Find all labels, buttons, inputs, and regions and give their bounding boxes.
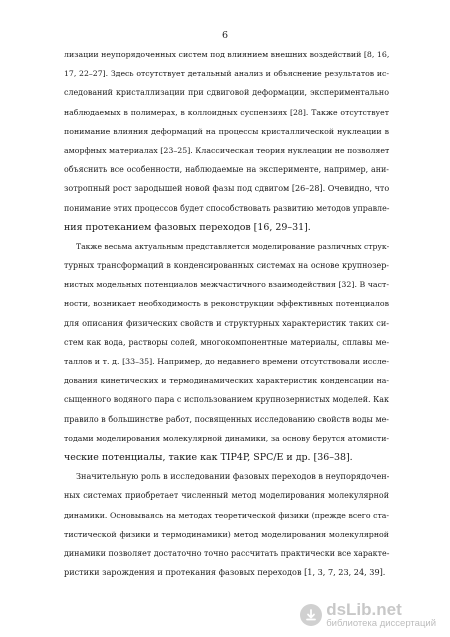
watermark-logo: dsLib.net xyxy=(326,600,402,619)
page-number: 6 xyxy=(221,30,229,41)
text-line: Значительную роль в исследовании фазовых переходов в неупорядочен- xyxy=(76,471,390,482)
text-line: дования кинетических и термодинамических характеристик конденсации на- xyxy=(64,376,389,386)
text-line: для описания физических свойств и структурных характеристик таких си- xyxy=(64,317,389,328)
text-line: понимание этих процессов будет способствовать развитию методов управле- xyxy=(64,203,390,213)
text-line: наблюдаемых в полимерах, в коллоидных суспензиях [28]. Также отсутствует xyxy=(64,107,389,117)
text-line: динамики позволяет достаточно точно рассчитать практически все характе- xyxy=(64,548,390,558)
download-icon xyxy=(300,604,322,626)
text-line: зотропный рост зародышей новой фазы под сдвигом [26–28]. Очевидно, что xyxy=(64,184,390,194)
text-line: Также весьма актуальным представляется моделирование различных струк- xyxy=(76,241,390,251)
text-line: ристики зарождения и протекания фазовых переходов [1, 3, 7, 23, 24, 39]. xyxy=(64,567,386,578)
text-line: таллов и т. д. [33–35]. Например, до недавнего времени отсутствовали иссле- xyxy=(64,357,389,366)
text-line: следований кристаллизации при сдвиговой деформации, экспериментально xyxy=(64,88,389,98)
text-line: ных системах приобретает численный метод моделирования молекулярной xyxy=(64,491,389,501)
text-line: турных трансформаций в конденсированных системах на основе крупнозер- xyxy=(64,261,389,271)
text-body xyxy=(64,45,389,582)
text-line: аморфных материалах [23–25]. Классическая теория нуклеации не позволяет xyxy=(64,145,390,155)
text-line: 17, 22–27]. Здесь отсутствует детальный анализ и объяснение результатов ис- xyxy=(64,69,389,79)
text-line: сыщенного водяного пара с использованием крупнозернистых моделей. Как xyxy=(64,395,389,405)
text-line: динамики. Основываясь на методах теоретической физики (прежде всего ста- xyxy=(64,510,389,520)
text-line: ности, возникает необходимость в реконструкции эффективных потенциалов xyxy=(64,299,389,309)
text-line: нистых модельных потенциалов межчастичного взаимодействия [32]. В част- xyxy=(64,280,389,290)
text-line: ния протеканием фазовых переходов [16, 29–31]. xyxy=(64,221,311,233)
watermark xyxy=(300,601,436,629)
watermark-caption: библиотека диссертаций xyxy=(326,618,436,629)
text-line: объяснить все особенности, наблюдаемые на эксперименте, например, ани- xyxy=(64,165,389,175)
text-line: стем как вода, растворы солей, многокомпонентные материалы, сплавы ме- xyxy=(64,337,389,347)
text-line: понимание влияния деформаций на процессы кристаллической нуклеации в xyxy=(64,126,389,136)
text-line: ческие потенциалы, такие как TIP4P, SPC/E и др. [36–38]. xyxy=(64,451,353,463)
text-line: лизации неупорядоченных систем под влиянием внешних воздействий [8, 16, xyxy=(64,50,390,59)
text-line: правило в большинстве работ, посвященных исследованию свойств воды ме- xyxy=(64,414,389,424)
text-line: тодами моделирования молекулярной динамики, за основу берутся атомисти- xyxy=(64,433,389,443)
text-line: тистической физики и термодинамики) метод моделирования молекулярной xyxy=(64,529,389,539)
